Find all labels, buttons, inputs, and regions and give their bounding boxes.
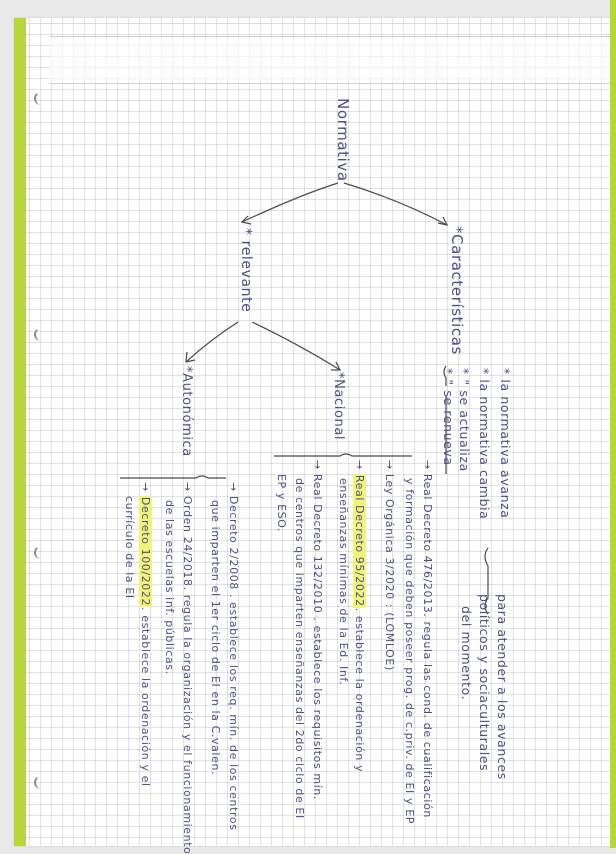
caracteristica-item: * la normativa avanza [498,368,513,519]
autonomica-item-line: de las escuelas inf. públicas. [163,500,176,675]
nacional-item-line: → Real Decreto 95/2022. establece la ordenación y [353,460,366,773]
autonomica-item-line: → Orden 24/2018. regula la organización y el funcionamiento [181,482,194,854]
nacional-item-line: enseñanzas mínimas de la Ed. Inf. [337,478,350,686]
nacional-item-line: → Real Decreto 132/2010 . establece los requisitos mín. [311,460,324,801]
arrow-to-caracteristicas [344,183,447,225]
autonomica-item-line: currículo de la EI [123,496,136,599]
autonomica-item-line: que imparten el 1er ciclo de EI en la C.valen. [209,500,222,776]
highlight-decreto-100-2022: Decreto 100/2022 [139,496,152,607]
nacional-item-line: de centros que imparten enseñanzas del 2do ciclo de EI [293,478,306,819]
autonomica-label: *Autonómica [179,366,194,457]
nacional-item-line: EP y ESO. [275,474,288,533]
caracteristicas-label: *Características [448,226,466,355]
caracteristica-item: * la normativa cambia [477,368,492,520]
nacional-item-line: → Ley Orgánica 3/2020 : (LOMLOE) [383,460,396,671]
highlight-real-decreto-95-2022: Real Decreto 95/2022 [353,474,366,607]
caracteristica-item: * " se actualiza [457,368,472,472]
nacional-item-line: y formación que deben poseer prog. de c.priv. de EI y EP [403,478,416,824]
caracteristicas-purpose: del momento. [459,606,474,701]
nacional-item-line: → Real Decreto 476/2013. regula las cond. de cualificación [421,460,434,818]
arrow-to-relevante [242,183,338,222]
nacional-label: *Nacional [331,372,346,441]
caracteristicas-purpose: políticos y sociaculturales [477,594,492,772]
arrow-to-autonomica [186,322,238,362]
autonomica-item-line: → Decreto 100/2022. establece la ordenación y el [139,482,152,787]
relevante-label: * relevante [238,228,254,313]
brace-autonomica [120,476,226,478]
caracteristica-item: * " se renueva [441,368,456,466]
brace-nacional [274,454,412,456]
root-concept: Normativa [334,98,352,182]
caracteristicas-purpose: para atender a los avances [495,594,510,780]
arrow-to-nacional [252,322,340,370]
autonomica-item-line: → Decreto 2/2008 . establece los req. mín. de los centros [227,482,240,831]
